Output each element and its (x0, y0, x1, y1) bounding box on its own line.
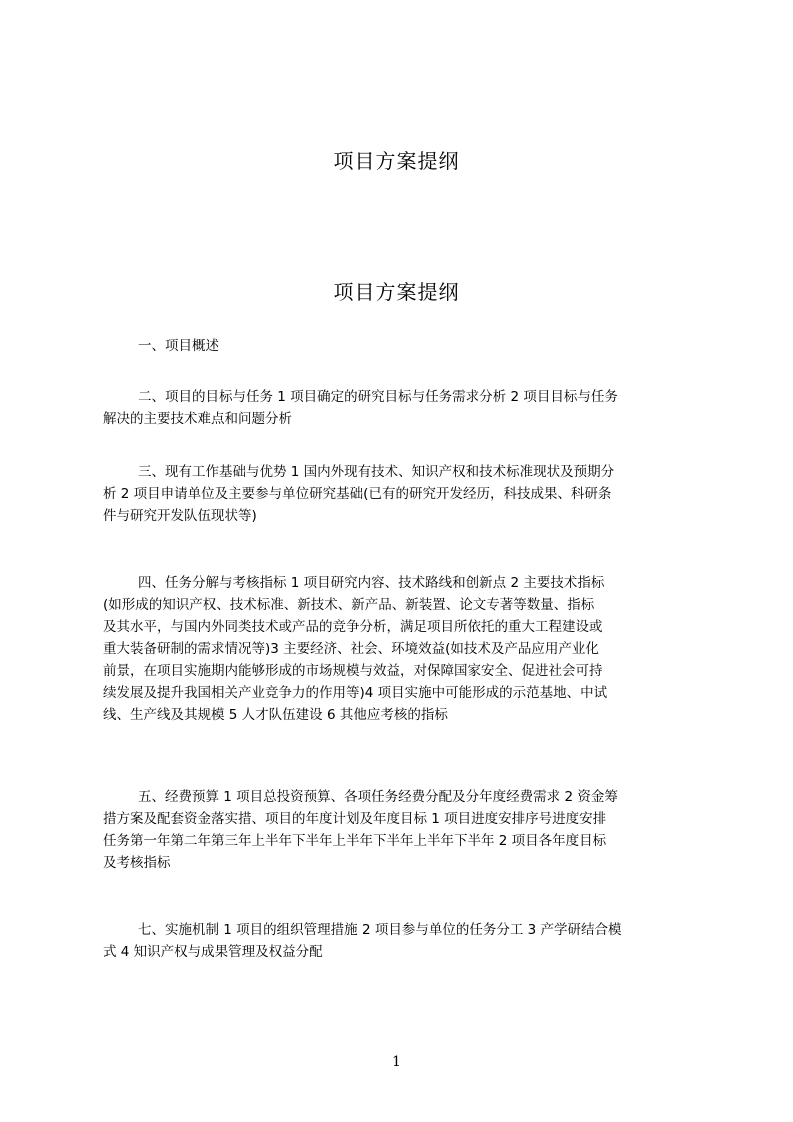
section-line: 件与研究开发队伍现状等) (103, 508, 257, 524)
section-line: 及其水平，与国内外同类技术或产品的竞争分析，满足项目所依托的重大工程建设或 (103, 619, 603, 635)
section-line: 线、生产线及其规模 5 人才队伍建设 6 其他应考核的指标 (103, 707, 448, 723)
section-line: 式 4 知识产权与成果管理及权益分配 (103, 944, 323, 960)
section-line: (如形成的知识产权、技术标准、新技术、新产品、新装置、论文专著等数量、指标 (103, 597, 595, 613)
section-line: 续发展及提升我国相关产业竞争力的作用等)4 项目实施中可能形成的示范基地、中试 (103, 685, 608, 701)
section-line: 措方案及配套资金落实措、项目的年度计划及年度目标 1 项目进度安排序号进度安排 (103, 811, 607, 827)
section-line: 五、经费预算 1 项目总投资预算、各项任务经费分配及分年度经费需求 2 资金筹 (138, 789, 618, 805)
section-line: 重大装备研制的需求情况等)3 主要经济、社会、环境效益(如技术及产品应用产业化 (103, 641, 599, 657)
section-line: 一、项目概述 (138, 338, 219, 354)
section-tasks-metrics (103, 572, 700, 726)
section-budget (103, 786, 700, 874)
section-foundation (103, 461, 700, 527)
section-line: 析 2 项目申请单位及主要参与单位研究基础(已有的研究开发经历，科技成果、科研条 (103, 486, 612, 502)
section-overview (103, 335, 700, 357)
section-line: 前景，在项目实施期内能够形成的市场规模与效益，对保障国家安全、促进社会可持 (103, 663, 603, 679)
section-goals (103, 386, 700, 430)
section-line: 四、任务分解与考核指标 1 项目研究内容、技术路线和创新点 2 主要技术指标 (138, 575, 605, 591)
section-implementation (103, 919, 700, 963)
section-line: 二、项目的目标与任务 1 项目确定的研究目标与任务需求分析 2 项目目标与任务 (138, 389, 618, 405)
document-heading: 项目方案提纲 (333, 280, 460, 304)
section-line: 七、实施机制 1 项目的组织管理措施 2 项目参与单位的任务分工 3 产学研结合模 (138, 922, 622, 938)
cover-title: 项目方案提纲 (333, 149, 460, 173)
section-line: 任务第一年第二年第三年上半年下半年上半年下半年上半年下半年 2 项目各年度目标 (103, 833, 607, 849)
section-line: 三、现有工作基础与优势 1 国内外现有技术、知识产权和技术标准现状及预期分 (138, 464, 615, 480)
section-line: 解决的主要技术难点和问题分析 (103, 411, 292, 427)
page-number: 1 (392, 1054, 401, 1070)
section-line: 及考核指标 (103, 855, 171, 871)
